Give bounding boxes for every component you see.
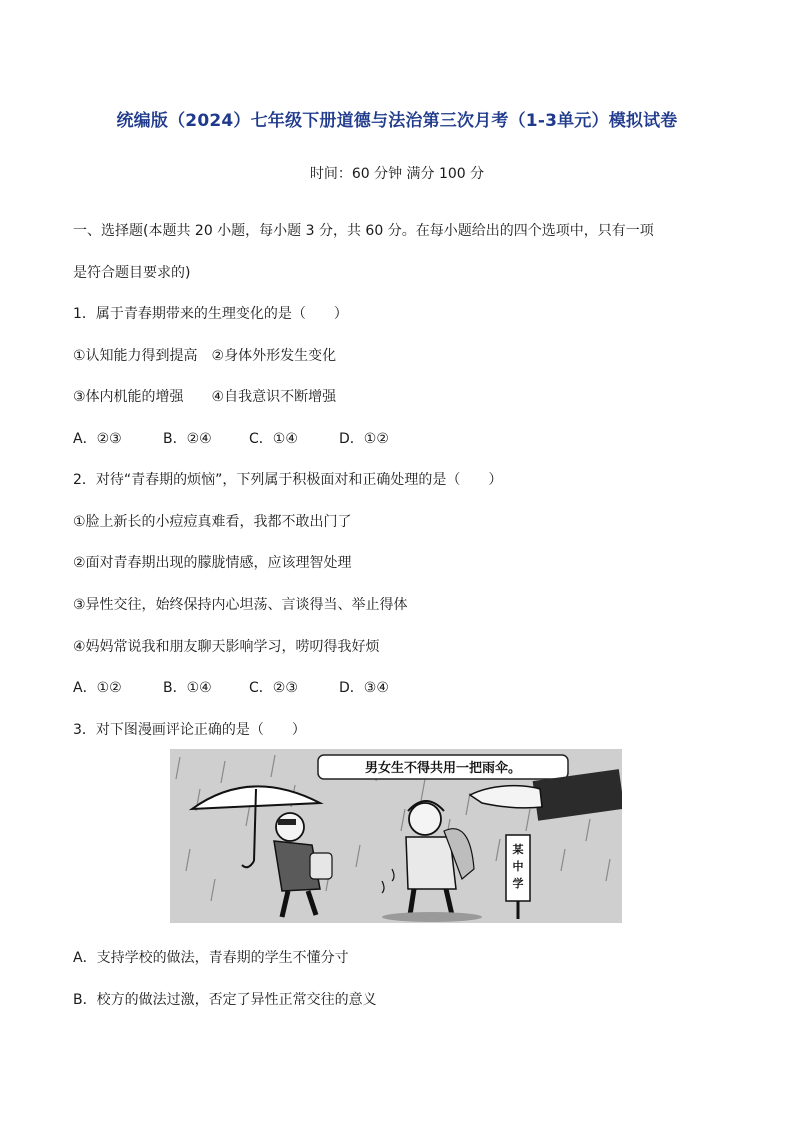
q3-option-b: B．校方的做法过激，否定了异性正常交往的意义 [73, 992, 377, 1008]
q2-item-2: ②面对青春期出现的朦胧情感，应该理智处理 [73, 555, 352, 571]
q3-stem: 3．对下图漫画评论正确的是（ ） [73, 722, 306, 738]
q2-option-a: A．①② [73, 680, 122, 696]
exam-time-info: 时间：60 分钟 满分 100 分 [309, 166, 485, 182]
q1-options [73, 428, 419, 448]
q1-option-a: A．②③ [73, 431, 122, 447]
q2-option-b: B．①④ [163, 680, 212, 696]
section-header-line1: 一、选择题(本题共 20 小题，每小题 3 分，共 60 分。在每小题给出的四个选项中，只有一项 [73, 223, 654, 239]
sign-char-2: 中 [512, 860, 524, 873]
q1-item-line1: ①认知能力得到提高 ②身体外形发生变化 [73, 348, 337, 364]
q1-stem: 1．属于青春期带来的生理变化的是（ ） [73, 306, 348, 322]
sign-char-3: 学 [512, 877, 524, 890]
q1-option-d: D．①② [339, 431, 389, 447]
q2-item-3: ③异性交往，始终保持内心坦荡、言谈得当、举止得体 [73, 597, 408, 613]
q1-item-line2: ③体内机能的增强 ④自我意识不断增强 [73, 389, 337, 405]
cartoon-illustration [170, 749, 622, 923]
q1-option-b: B．②④ [163, 431, 212, 447]
sign-char-1: 某 [512, 843, 524, 856]
section-header-line2: 是符合题目要求的) [73, 265, 191, 281]
q3-option-a: A．支持学校的做法，青春期的学生不懂分寸 [73, 950, 349, 966]
q2-options [73, 677, 419, 697]
page-title: 统编版（2024）七年级下册道德与法治第三次月考（1-3单元）模拟试卷 [116, 111, 678, 131]
cartoon-caption: 男女生不得共用一把雨伞。 [364, 761, 522, 776]
q2-item-4: ④妈妈常说我和朋友聊天影响学习，唠叨得我好烦 [73, 639, 380, 655]
q2-item-1: ①脸上新长的小痘痘真难看，我都不敢出门了 [73, 514, 352, 530]
q1-option-c: C．①④ [249, 431, 298, 447]
q2-option-d: D．③④ [339, 680, 389, 696]
q2-option-c: C．②③ [249, 680, 298, 696]
q2-stem: 2．对待“青春期的烦恼”，下列属于积极面对和正确处理的是（ ） [73, 472, 503, 488]
